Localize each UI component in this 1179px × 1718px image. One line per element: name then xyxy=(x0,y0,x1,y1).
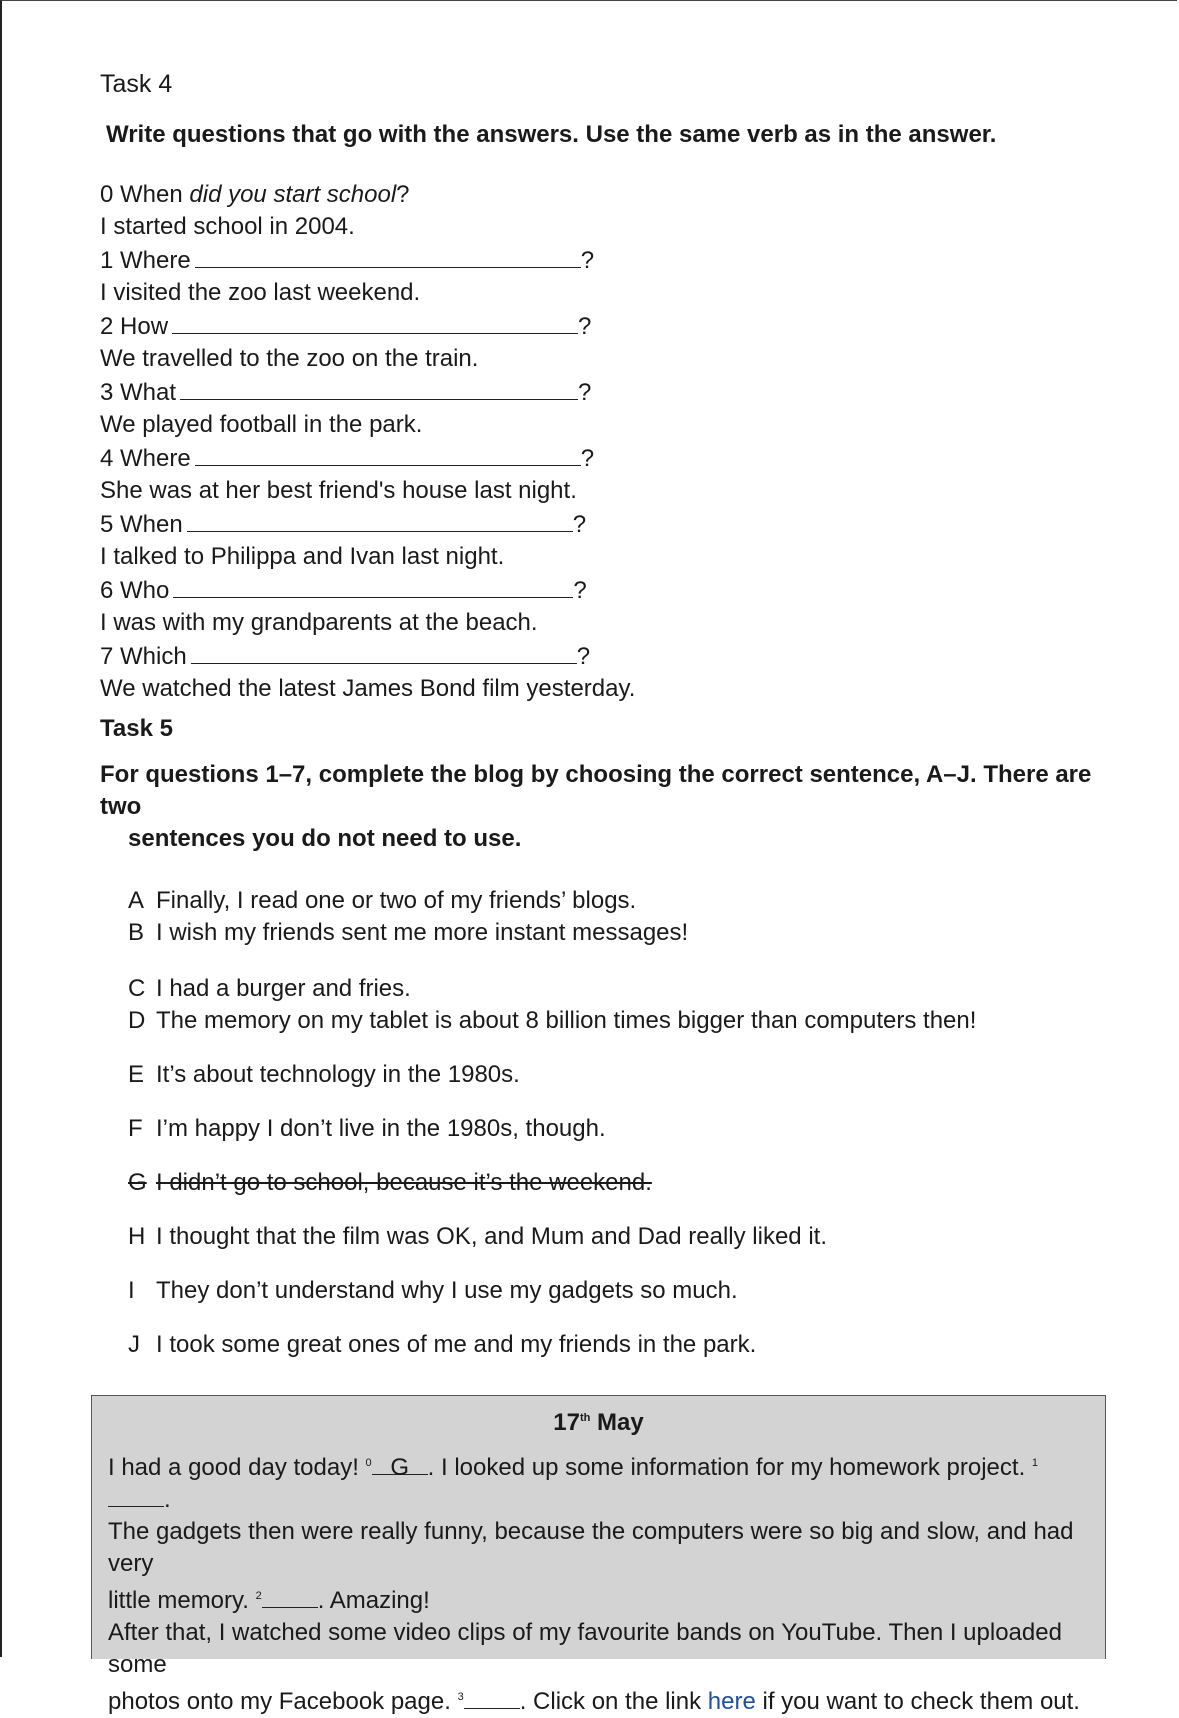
blog-line-2: The gadgets then were really funny, because the computers were so big and slow, and had very xyxy=(108,1518,1074,1577)
option-a: A Finally, I read one or two of my friends’ blogs. xyxy=(128,887,637,914)
answer-blank-1[interactable] xyxy=(195,243,581,268)
task4-title: Task 4 xyxy=(100,70,173,98)
answer-5: I talked to Philippa and Ivan last night. xyxy=(100,543,505,570)
answer-6: I was with my grandparents at the beach. xyxy=(100,609,538,636)
answer-blank-4[interactable] xyxy=(195,441,581,466)
option-d: D The memory on my tablet is about 8 billion times bigger than computers then! xyxy=(128,1007,977,1034)
answer-blank-2[interactable] xyxy=(172,309,578,334)
task5-title: Task 5 xyxy=(100,715,173,742)
task5-instruction: For questions 1–7, complete the blog by choosing the correct sentence, A–J. There are two sentences you do not need to use. xyxy=(100,761,1092,852)
question-1: 1 Where ? xyxy=(100,243,1100,277)
question-4: 4 Where ? xyxy=(100,441,1100,475)
option-h: H I thought that the film was OK, and Mum and Dad really liked it. xyxy=(128,1223,827,1250)
option-b: B I wish my friends sent me more instant messages! xyxy=(128,919,689,946)
answer-1: I visited the zoo last weekend. xyxy=(100,279,421,306)
blog-line-1: I had a good day today! $^0$ G . I looked up some information for my homework project. $^1$. xyxy=(108,1454,1039,1513)
blog-blank-3[interactable] xyxy=(464,1686,520,1709)
question-6: 6 Who ? xyxy=(100,573,1100,607)
blog-blank-0: G xyxy=(372,1452,428,1475)
blog-line-3: little memory. $^2$ . Amazing! xyxy=(108,1587,430,1614)
option-f: F I’m happy I don’t live in the 1980s, though. xyxy=(128,1115,606,1142)
option-j: J I took some great ones of me and my friends in the park. xyxy=(128,1331,757,1358)
example-answer: I started school in 2004. xyxy=(100,213,355,240)
option-list xyxy=(128,885,1100,1361)
blog-line-4: After that, I watched some video clips of my favourite bands on YouTube. Then I uploaded some xyxy=(108,1619,1062,1678)
option-g: G I didn’t go to school, because it’s the weekend. xyxy=(128,1169,652,1196)
blog-link-here[interactable]: here xyxy=(707,1688,756,1715)
blog-box xyxy=(91,1395,1106,1715)
option-e: E It’s about technology in the 1980s. xyxy=(128,1061,520,1088)
answer-blank-5[interactable] xyxy=(187,507,573,532)
answer-4: She was at her best friend's house last night. xyxy=(100,477,577,504)
blog-blank-1[interactable] xyxy=(108,1484,164,1507)
question-5: 5 When ? xyxy=(100,507,1100,541)
answer-7: We watched the latest James Bond film yesterday. xyxy=(100,675,636,702)
option-i: I They don’t understand why I use my gadgets so much. xyxy=(128,1277,738,1304)
blog-date: 17th May xyxy=(553,1409,644,1436)
question-2: 2 How ? xyxy=(100,309,1100,343)
question-3: 3 What ? xyxy=(100,375,1100,409)
blog-blank-2[interactable] xyxy=(262,1585,318,1608)
answer-blank-3[interactable] xyxy=(180,375,578,400)
question-7: 7 Which ? xyxy=(100,639,1100,673)
blog-line-5: photos onto my Facebook page. $^3$ . Click on the link here if you want to check them out. xyxy=(108,1688,1080,1715)
task4-instruction: Write questions that go with the answers. Use the same verb as in the answer. xyxy=(106,121,997,148)
answer-3: We played football in the park. xyxy=(100,411,423,438)
answer-blank-6[interactable] xyxy=(173,573,573,598)
answer-2: We travelled to the zoo on the train. xyxy=(100,345,479,372)
task4-questions xyxy=(100,179,1100,705)
example-question: 0 When did you start school? xyxy=(100,181,410,208)
option-c: C I had a burger and fries. xyxy=(128,975,411,1002)
answer-blank-7[interactable] xyxy=(191,639,577,664)
worksheet-content xyxy=(100,70,1100,1361)
